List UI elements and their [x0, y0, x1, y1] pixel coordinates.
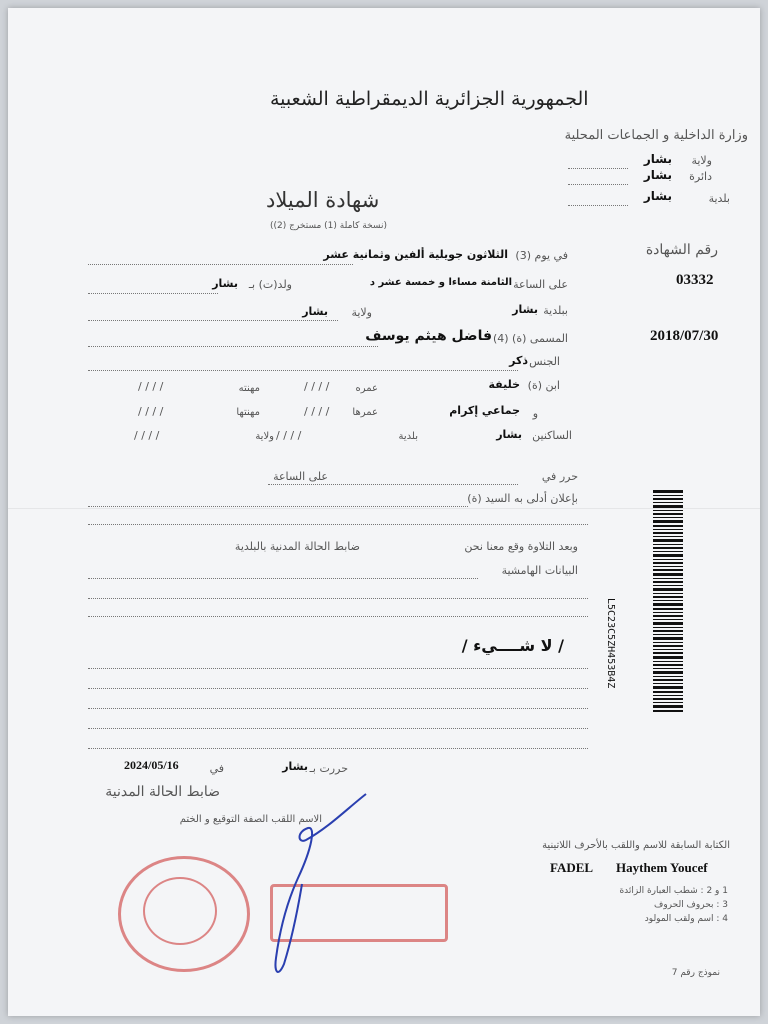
round-seal-stamp: [118, 856, 250, 972]
mother-age-slashes: / / / /: [304, 405, 330, 418]
document-title: شهادة الميلاد: [266, 188, 380, 212]
born-in-label: ولد(ت) بـ: [248, 278, 292, 291]
body-wilaya-value: بشار: [302, 305, 328, 318]
barcode-graphic: [653, 490, 683, 712]
cert-number-label: رقم الشهادة: [645, 242, 718, 258]
daira-label: دائرة: [689, 170, 712, 183]
footnote-2: 3 : بحروف الحروف: [654, 900, 728, 910]
child-name: فاضل هيثم يوسف: [365, 328, 492, 344]
issued-label: حررت بـ: [309, 762, 348, 775]
birth-certificate-page: [8, 8, 760, 1016]
cert-date: 2018/07/30: [650, 328, 719, 344]
sex-label: الجنس: [529, 355, 560, 368]
mother-age-label: عمرها: [352, 407, 378, 418]
res-commune-slashes: / / / /: [276, 429, 302, 442]
officer-label: ضابط الحالة المدنية بالبلدية: [234, 540, 360, 553]
day-value: الثلاثون جويلية ألفين وثمانية عشر: [323, 248, 508, 261]
issued-on-label: في: [209, 762, 224, 775]
time-value: الثامنة مساءا و خمسة عشر د: [369, 277, 512, 288]
commune-value: بشار: [643, 189, 672, 203]
marginal-label: البيانات الهامشية: [501, 564, 578, 577]
issued-place: بشار: [282, 760, 308, 773]
daira-value: بشار: [643, 168, 672, 182]
father-profession-slashes: / / / /: [138, 380, 164, 393]
declaration-label: بإعلان أدلى به السيد (ة): [467, 492, 578, 505]
republic-heading: الجمهورية الجزائرية الديمقراطية الشعبية: [270, 88, 589, 110]
sex-value: ذكر: [509, 354, 528, 367]
mother-name: جماعي إكرام: [449, 404, 520, 417]
marginal-notes-value: / لا شــــيء /: [461, 636, 564, 655]
father-name: خليفة: [488, 378, 520, 391]
wilaya-value: بشار: [643, 152, 672, 166]
son-of-label: ابن (ة): [527, 379, 560, 392]
father-profession-label: مهنته: [238, 383, 260, 394]
body-commune-value: بشار: [512, 303, 538, 316]
mother-profession-label: مهنتها: [236, 407, 260, 418]
cert-number: 03332: [676, 272, 714, 288]
residing-value: بشار: [496, 428, 522, 441]
paper-fold: [8, 508, 760, 509]
wilaya-label: ولاية: [691, 154, 712, 167]
issued-date: 2024/05/16: [124, 758, 179, 772]
footnote-1: 1 و 2 : شطب العبارة الزائدة: [619, 886, 728, 896]
day-label: في يوم (3): [515, 249, 568, 262]
res-wilaya-label: ولاية: [255, 431, 274, 442]
father-age-label: عمره: [355, 383, 378, 394]
officer-sign-label: الاسم اللقب الصفة التوقيع و الختم: [179, 814, 322, 825]
born-in-value: بشار: [212, 277, 238, 290]
mother-profession-slashes: / / / /: [138, 405, 164, 418]
res-wilaya-slashes: / / / /: [134, 429, 160, 442]
father-age-slashes: / / / /: [304, 380, 330, 393]
and-label: و: [532, 407, 538, 420]
footnote-3: 4 : اسم ولقب المولود: [644, 914, 728, 924]
body-wilaya-label: ولاية: [351, 306, 372, 319]
drafted-label: حرر في: [541, 470, 578, 483]
latin-surname: FADEL: [550, 860, 594, 875]
commune-label: بلدية: [708, 192, 730, 205]
body-commune-label: ببلدية: [543, 304, 568, 317]
at-time-label: على الساعة: [273, 470, 328, 483]
ministry-line: وزارة الداخلية و الجماعات المحلية: [564, 128, 748, 143]
officer-title: ضابط الحالة المدنية: [105, 784, 220, 800]
document-subtitle: (نسخة كاملة (1) مستخرج (2)): [270, 221, 387, 231]
res-commune-label: بلدية: [398, 431, 418, 442]
time-label: على الساعة: [513, 278, 568, 291]
residing-label: الساكنين: [532, 429, 572, 442]
barcode-text: L5C23C5ZH453B4Z: [605, 598, 616, 689]
handwritten-signature: [258, 788, 378, 988]
name-label: المسمى (ة) (4): [492, 332, 568, 345]
latin-given-name: Haythem Youcef: [616, 860, 708, 875]
latin-label: الكتابة السابقة للاسم واللقب بالأحرف اللاتينية: [542, 840, 730, 851]
model-number: نموذج رقم 7: [671, 968, 720, 978]
after-reading-label: وبعد التلاوة وقع معنا نحن: [464, 540, 578, 553]
